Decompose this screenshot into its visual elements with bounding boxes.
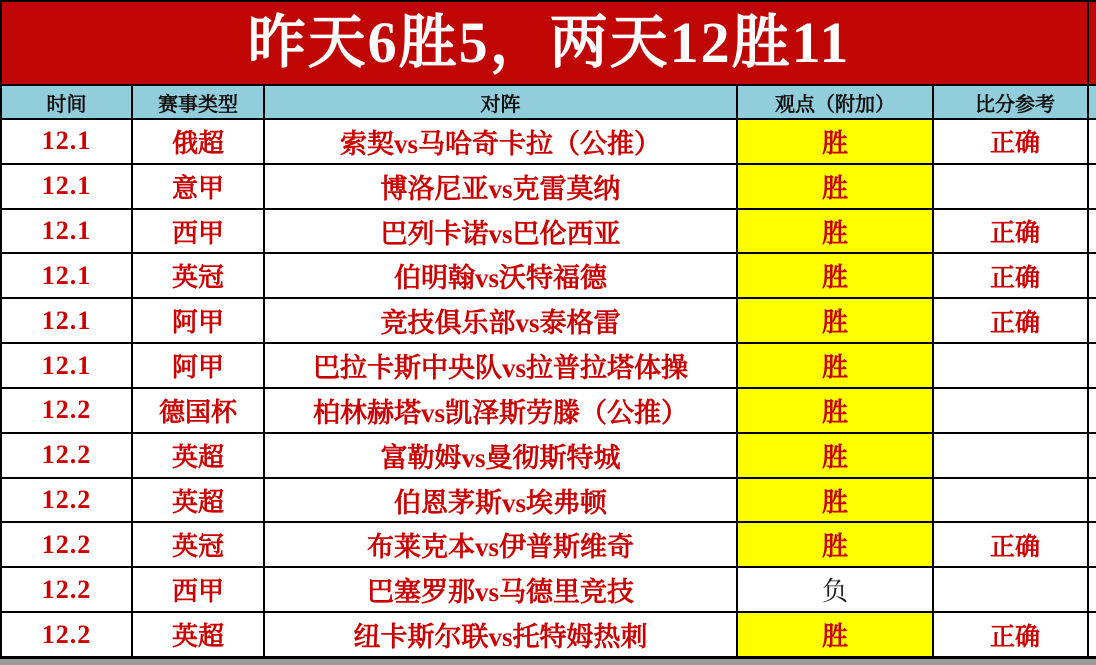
result-cell xyxy=(934,389,1096,432)
time-cell: 12.1 xyxy=(2,299,133,342)
column-header-league: 赛事类型 xyxy=(133,86,265,118)
pick-cell: 胜 xyxy=(738,389,934,432)
table-row xyxy=(2,613,1096,656)
time-cell: 12.1 xyxy=(2,210,133,253)
league-cell: 意甲 xyxy=(133,165,265,208)
column-header-viewpoint: 观点（附加） xyxy=(738,86,934,118)
banner-title: 昨天6胜5，两天12胜11 xyxy=(247,10,851,75)
league-cell: 英冠 xyxy=(133,254,265,297)
table-row xyxy=(2,434,1096,479)
pick-cell: 胜 xyxy=(738,479,934,522)
pick-cell: 胜 xyxy=(738,613,934,656)
pick-cell: 负 xyxy=(738,568,934,611)
column-header-score-ref: 比分参考 xyxy=(975,93,1055,116)
result-cell xyxy=(934,568,1096,611)
table-row xyxy=(2,523,1096,568)
table-row xyxy=(2,479,1096,524)
time-cell: 12.1 xyxy=(2,254,133,297)
table-row xyxy=(2,344,1096,389)
league-cell: 英超 xyxy=(133,479,265,522)
match-cell: 巴塞罗那vs马德里竞技 xyxy=(265,568,738,611)
right-gridline xyxy=(1087,0,1089,659)
league-cell: 俄超 xyxy=(133,120,265,163)
table-row xyxy=(2,389,1096,434)
pick-cell: 胜 xyxy=(738,120,934,163)
league-cell: 西甲 xyxy=(133,210,265,253)
result-cell: 正确 xyxy=(989,623,1040,651)
league-cell: 西甲 xyxy=(133,568,265,611)
column-header-match: 对阵 xyxy=(265,86,738,118)
result-cell xyxy=(934,434,1096,477)
result-cell: 正确 xyxy=(989,533,1040,561)
match-cell: 巴拉卡斯中央队vs拉普拉塔体操 xyxy=(265,344,738,387)
result-cell xyxy=(934,479,1096,522)
match-cell: 竞技俱乐部vs泰格雷 xyxy=(265,299,738,342)
time-cell: 12.1 xyxy=(2,344,133,387)
table-header-row xyxy=(2,86,1096,120)
match-cell: 伯明翰vs沃特福德 xyxy=(265,254,738,297)
pick-cell: 胜 xyxy=(738,523,934,566)
table-row xyxy=(2,568,1096,613)
table-row xyxy=(2,299,1096,344)
pick-cell: 胜 xyxy=(738,434,934,477)
time-cell: 12.2 xyxy=(2,479,133,522)
table-row xyxy=(2,165,1096,210)
pick-cell: 胜 xyxy=(738,210,934,253)
pick-cell: 胜 xyxy=(738,165,934,208)
match-cell: 伯恩茅斯vs埃弗顿 xyxy=(265,479,738,522)
time-cell: 12.2 xyxy=(2,523,133,566)
result-cell: 正确 xyxy=(989,130,1040,158)
table-row xyxy=(2,254,1096,299)
result-cell xyxy=(934,165,1096,208)
header-banner xyxy=(2,2,1096,86)
match-cell: 布莱克本vs伊普斯维奇 xyxy=(265,523,738,566)
table-row xyxy=(2,210,1096,255)
league-cell: 英冠 xyxy=(133,523,265,566)
time-cell: 12.1 xyxy=(2,120,133,163)
pick-cell: 胜 xyxy=(738,254,934,297)
time-cell: 12.2 xyxy=(2,389,133,432)
league-cell: 阿甲 xyxy=(133,344,265,387)
league-cell: 德国杯 xyxy=(133,389,265,432)
time-cell: 12.2 xyxy=(2,613,133,656)
match-cell: 博洛尼亚vs克雷莫纳 xyxy=(265,165,738,208)
match-cell: 巴列卡诺vs巴伦西亚 xyxy=(265,210,738,253)
time-cell: 12.2 xyxy=(2,434,133,477)
result-cell: 正确 xyxy=(989,264,1040,292)
match-cell: 纽卡斯尔联vs托特姆热刺 xyxy=(265,613,738,656)
time-cell: 12.1 xyxy=(2,165,133,208)
table-body xyxy=(2,120,1096,656)
result-cell: 正确 xyxy=(989,309,1040,337)
match-cell: 富勒姆vs曼彻斯特城 xyxy=(265,434,738,477)
pick-cell: 胜 xyxy=(738,299,934,342)
league-cell: 阿甲 xyxy=(133,299,265,342)
pick-cell: 胜 xyxy=(738,344,934,387)
league-cell: 英超 xyxy=(133,434,265,477)
time-cell: 12.2 xyxy=(2,568,133,611)
result-cell: 正确 xyxy=(989,220,1040,248)
match-cell: 柏林赫塔vs凯泽斯劳滕（公推） xyxy=(265,389,738,432)
table-row xyxy=(2,120,1096,165)
column-header-time: 时间 xyxy=(2,86,133,118)
league-cell: 英超 xyxy=(133,613,265,656)
result-cell xyxy=(934,344,1096,387)
match-cell: 索契vs马哈奇卡拉（公推） xyxy=(265,120,738,163)
